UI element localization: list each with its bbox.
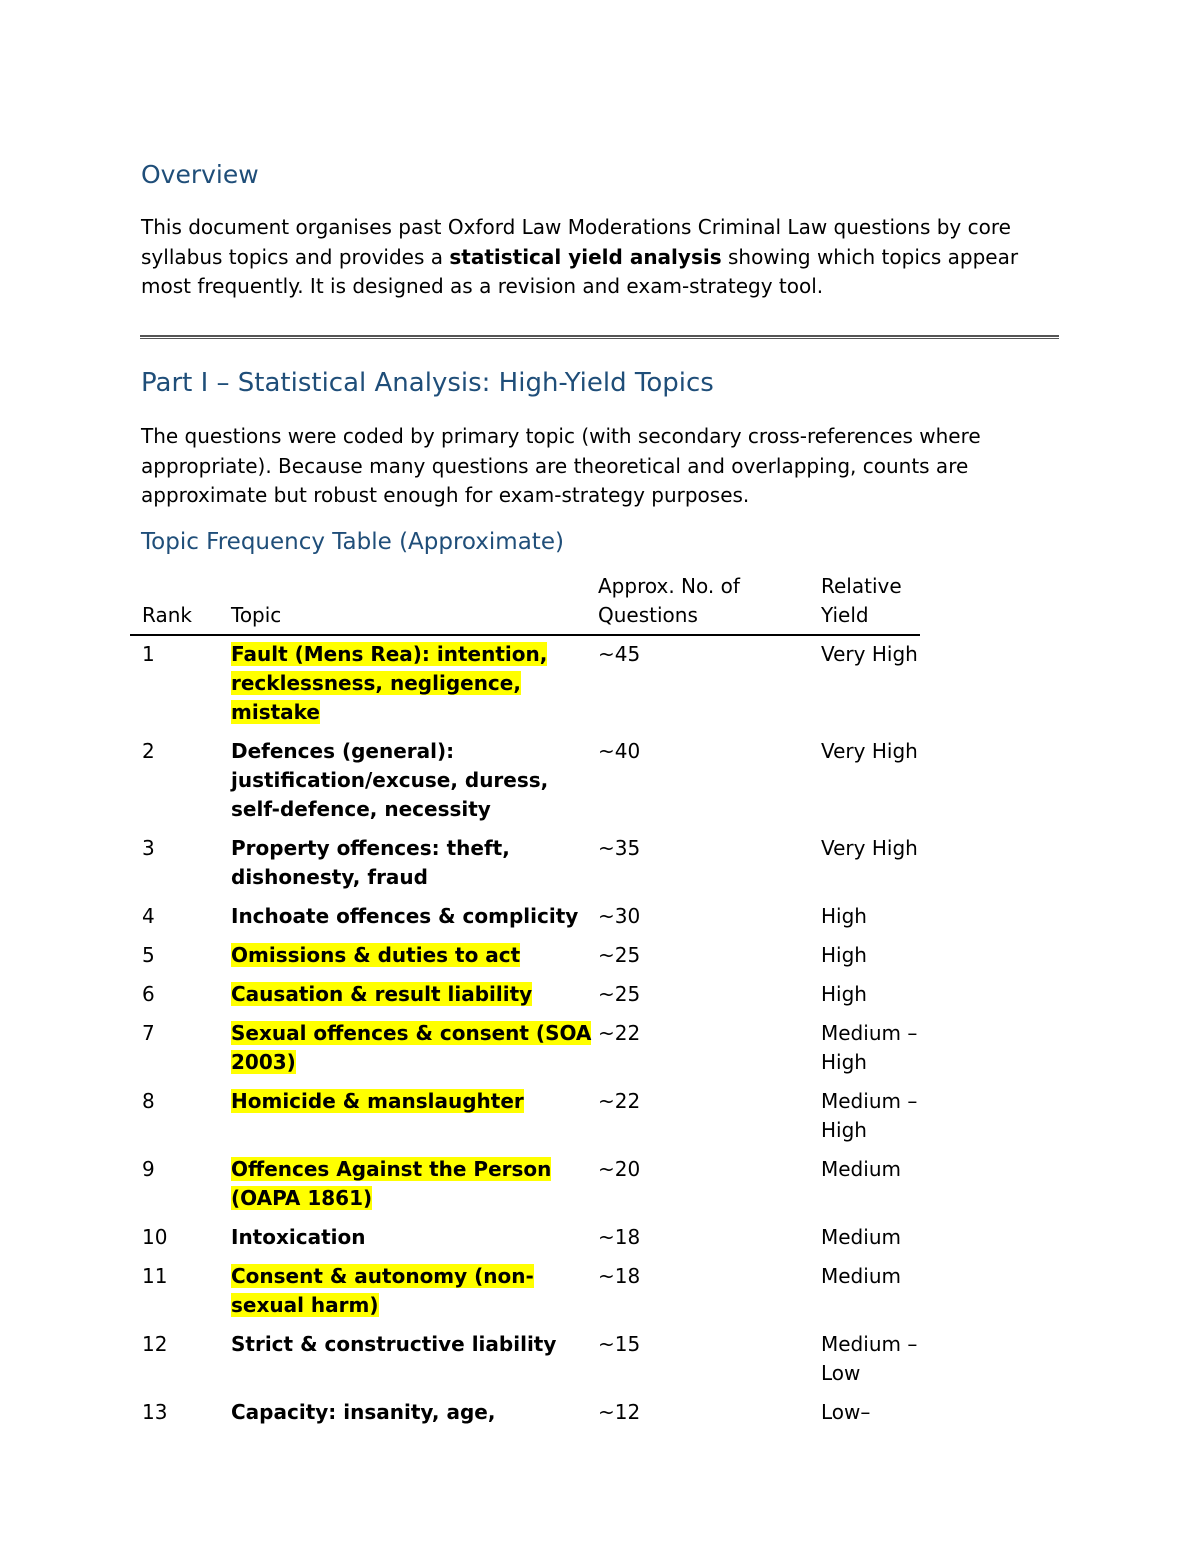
cell-count: ~30: [598, 904, 641, 928]
topic-text: Strict & constructive liability: [231, 1332, 557, 1356]
cell-topic: [231, 1219, 598, 1258]
topic-text: Consent & autonomy (non-sexual harm): [231, 1264, 534, 1317]
overview-text-before: This document organises past Oxford Law Moderations Criminal Law questions by core syllabus topics and provides a: [141, 215, 1011, 269]
cell-rank: 1: [142, 642, 155, 666]
cell-rank: 6: [142, 982, 155, 1006]
table-row: [130, 1394, 920, 1433]
cell-topic: [231, 1394, 598, 1433]
cell-yield: Medium –High: [821, 1089, 918, 1142]
table-row: [130, 1151, 920, 1219]
overview-heading: Overview: [141, 160, 259, 189]
cell-topic: [231, 635, 598, 733]
part1-heading: Part I – Statistical Analysis: High-Yield Topics: [141, 368, 714, 398]
section-divider: [140, 335, 1059, 339]
table-row: [130, 937, 920, 976]
cell-yield: Very High: [821, 739, 918, 763]
cell-topic: [231, 898, 598, 937]
cell-topic: [231, 1258, 598, 1326]
cell-yield: Low–: [821, 1400, 871, 1424]
cell-topic: [231, 1015, 598, 1083]
header-yield: Relative Yield: [821, 570, 920, 635]
cell-rank: 4: [142, 904, 155, 928]
topic-text: Omissions & duties to act: [231, 943, 521, 967]
cell-yield: Very High: [821, 642, 918, 666]
table-heading: Topic Frequency Table (Approximate): [141, 529, 564, 555]
topic-text: Homicide & manslaughter: [231, 1089, 524, 1113]
overview-paragraph: [141, 213, 1041, 302]
cell-yield: High: [821, 943, 867, 967]
cell-yield: Medium –High: [821, 1021, 918, 1074]
topic-text: Capacity: insanity, age,: [231, 1400, 496, 1424]
cell-rank: 13: [142, 1400, 168, 1424]
topic-text: Property offences: theft, dishonesty, fraud: [231, 836, 510, 889]
cell-rank: 11: [142, 1264, 168, 1288]
cell-topic: [231, 1326, 598, 1394]
cell-rank: 7: [142, 1021, 155, 1045]
cell-yield: Medium: [821, 1225, 901, 1249]
table-row: [130, 898, 920, 937]
table-row: [130, 635, 920, 733]
cell-count: ~25: [598, 982, 641, 1006]
table-row: [130, 1219, 920, 1258]
table-row: [130, 1015, 920, 1083]
topic-text: Inchoate offences & complicity: [231, 904, 579, 928]
topic-text: Intoxication: [231, 1225, 366, 1249]
cell-count: ~22: [598, 1089, 641, 1113]
cell-rank: 8: [142, 1089, 155, 1113]
cell-count: ~20: [598, 1157, 641, 1181]
cell-rank: 12: [142, 1332, 168, 1356]
cell-yield: Very High: [821, 836, 918, 860]
topic-text: Sexual offences & consent (SOA 2003): [231, 1021, 592, 1074]
cell-count: ~25: [598, 943, 641, 967]
cell-count: ~22: [598, 1021, 641, 1045]
cell-yield: Medium: [821, 1157, 901, 1181]
cell-rank: 2: [142, 739, 155, 763]
cell-yield: Medium –Low: [821, 1332, 918, 1385]
cell-count: ~18: [598, 1264, 641, 1288]
topic-frequency-table: [130, 570, 920, 1433]
table-row: [130, 733, 920, 830]
cell-count: ~35: [598, 836, 641, 860]
cell-rank: 10: [142, 1225, 168, 1249]
table-row: [130, 976, 920, 1015]
cell-count: ~40: [598, 739, 641, 763]
topic-text: Defences (general): justification/excuse, duress, self-defence, necessity: [231, 739, 549, 821]
header-count: Approx. No. of Questions: [598, 570, 821, 635]
topic-text: Causation & result liability: [231, 982, 533, 1006]
cell-count: ~45: [598, 642, 641, 666]
cell-topic: [231, 937, 598, 976]
cell-topic: [231, 1151, 598, 1219]
cell-rank: 9: [142, 1157, 155, 1181]
cell-count: ~18: [598, 1225, 641, 1249]
table-header-row: [130, 570, 920, 635]
overview-text-bold: statistical yield analysis: [449, 244, 722, 269]
header-rank: Rank: [130, 570, 231, 635]
overview-text-after: showing which topics appear most frequently. It is designed as a revision and exam-strategy tool.: [141, 244, 1019, 298]
cell-count: ~12: [598, 1400, 641, 1424]
cell-topic: [231, 733, 598, 830]
cell-topic: [231, 1083, 598, 1151]
topic-text: Fault (Mens Rea): intention, recklessness, negligence, mistake: [231, 642, 548, 724]
table-row: [130, 1083, 920, 1151]
cell-rank: 3: [142, 836, 155, 860]
cell-yield: High: [821, 904, 867, 928]
table-row: [130, 1326, 920, 1394]
cell-yield: High: [821, 982, 867, 1006]
cell-count: ~15: [598, 1332, 641, 1356]
header-topic: Topic: [231, 570, 598, 635]
cell-rank: 5: [142, 943, 155, 967]
table-row: [130, 1258, 920, 1326]
topic-text: Offences Against the Person (OAPA 1861): [231, 1157, 552, 1210]
table-body: [130, 635, 920, 1433]
cell-topic: [231, 976, 598, 1015]
cell-yield: Medium: [821, 1264, 901, 1288]
table-row: [130, 830, 920, 898]
cell-topic: [231, 830, 598, 898]
part1-paragraph: The questions were coded by primary topic (with secondary cross-references where appropriate). Because many questions are theoretical and overlapping, counts are approximate but robust enough for exam-strategy purposes.: [141, 424, 981, 507]
